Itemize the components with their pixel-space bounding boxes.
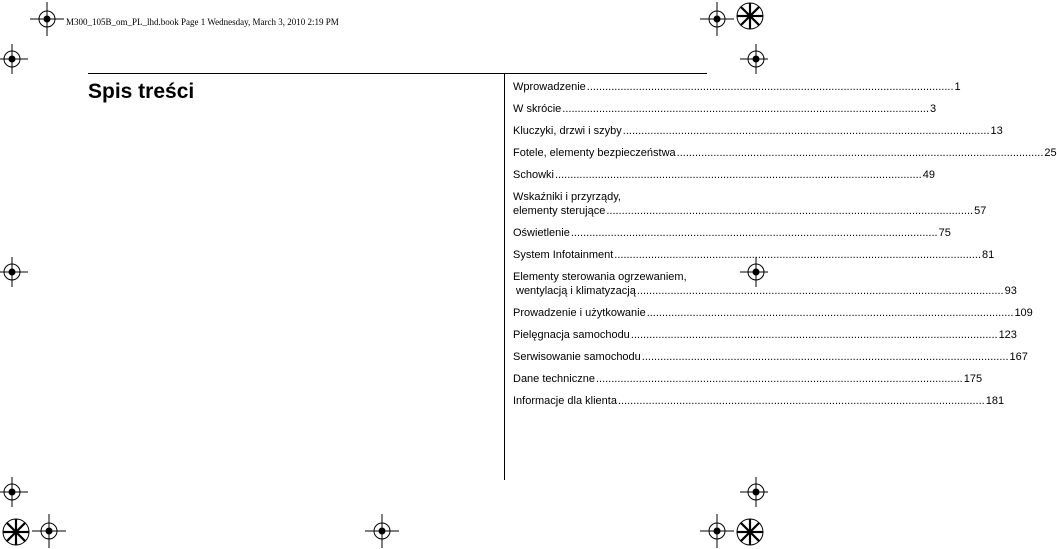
- toc-entry: [513, 190, 987, 218]
- toc-entry-title: Kluczyki, drzwi i szyby: [513, 125, 622, 137]
- registration-mark-icon: [30, 2, 64, 36]
- toc-entry-page: 75: [938, 227, 951, 239]
- toc-entry-title-line1: Elementy sterowania ogrzewaniem,: [513, 271, 687, 283]
- toc-entry-page: 25: [1044, 147, 1057, 159]
- toc-entry-page: 181: [985, 395, 1005, 407]
- toc-entry-title: wentylacją i klimatyzacją: [516, 285, 636, 297]
- toc-entry: [513, 146, 1057, 160]
- table-of-contents: [513, 80, 1057, 416]
- toc-leader: ........................................................................................................................: [562, 103, 930, 115]
- registration-mark-icon: [740, 257, 768, 287]
- page-title: Spis treści: [88, 80, 195, 103]
- toc-entry-title: Informacje dla klienta: [513, 395, 617, 407]
- registration-mark-icon: [700, 514, 734, 548]
- toc-leader: ........................................................................................................................: [676, 147, 1044, 159]
- toc-entry-title: System Infotainment: [513, 249, 614, 261]
- toc-leader: ........................................................................................................................: [554, 169, 922, 181]
- toc-entry-page: 49: [922, 169, 935, 181]
- toc-leader: ........................................................................................................................: [586, 81, 954, 93]
- toc-entry: [513, 350, 1028, 364]
- toc-entry: [513, 270, 1017, 298]
- calibration-wheel-icon: [2, 518, 30, 546]
- toc-leader: ........................................................................................................................: [646, 307, 1014, 319]
- toc-entry-title: Schowki: [513, 169, 554, 181]
- toc-leader: ........................................................................................................................: [606, 205, 974, 217]
- toc-entry-page: 93: [1004, 285, 1017, 297]
- registration-mark-icon: [740, 44, 768, 74]
- toc-entry: [513, 394, 1005, 408]
- toc-entry-title-line1: Wskaźniki i przyrządy,: [513, 191, 621, 203]
- toc-entry-title: Pielęgnacja samochodu: [513, 329, 630, 341]
- toc-entry: [513, 124, 1003, 138]
- toc-entry: [513, 80, 961, 94]
- toc-entry-title: elementy sterujące: [513, 205, 606, 217]
- toc-entry-title: Fotele, elementy bezpieczeństwa: [513, 147, 676, 159]
- toc-entry-title: Dane techniczne: [513, 373, 595, 385]
- toc-entry: [513, 306, 1033, 320]
- toc-entry-page: 175: [963, 373, 983, 385]
- toc-entry-title: Serwisowanie samochodu: [513, 351, 641, 363]
- registration-mark-icon: [365, 514, 399, 548]
- toc-leader: ........................................................................................................................: [617, 395, 985, 407]
- toc-entry: [513, 168, 935, 182]
- toc-entry: [513, 102, 937, 116]
- column-divider: [504, 73, 505, 480]
- toc-entry: [513, 328, 1017, 342]
- toc-entry-page: 1: [954, 81, 961, 93]
- registration-mark-icon: [700, 2, 734, 36]
- print-header: M300_105B_om_PL_lhd.book Page 1 Wednesday, March 3, 2010 2:19 PM: [66, 17, 339, 27]
- toc-leader: ........................................................................................................................: [622, 125, 990, 137]
- toc-leader: ........................................................................................................................: [614, 249, 982, 261]
- toc-entry-page: 167: [1009, 351, 1028, 363]
- toc-entry: [513, 372, 983, 386]
- calibration-wheel-icon: [736, 518, 764, 546]
- registration-mark-icon: [0, 44, 28, 74]
- toc-entry-page: 81: [982, 249, 995, 261]
- toc-entry-page: 123: [998, 329, 1017, 341]
- toc-leader: ........................................................................................................................: [570, 227, 938, 239]
- toc-entry-page: 13: [990, 125, 1003, 137]
- toc-entry-page: 3: [930, 103, 937, 115]
- toc-entry-title: Wprowadzenie: [513, 81, 586, 93]
- toc-entry-page: 57: [974, 205, 987, 217]
- top-rule: [88, 73, 707, 74]
- toc-leader: ........................................................................................................................: [630, 329, 998, 341]
- toc-entry-title: Prowadzenie i użytkowanie: [513, 307, 646, 319]
- registration-mark-icon: [0, 477, 28, 507]
- toc-entry-page: 109: [1014, 307, 1033, 319]
- registration-mark-icon: [32, 514, 66, 548]
- calibration-wheel-icon: [736, 2, 764, 30]
- toc-leader: ........................................................................................................................: [595, 373, 963, 385]
- registration-mark-icon: [740, 477, 768, 507]
- toc-entry: [513, 248, 995, 262]
- registration-mark-icon: [0, 257, 28, 287]
- toc-entry-title: Oświetlenie: [513, 227, 570, 239]
- toc-entry: [513, 226, 951, 240]
- toc-entry-title: W skrócie: [513, 103, 562, 115]
- toc-leader: ........................................................................................................................: [641, 351, 1009, 363]
- toc-leader: ........................................................................................................................: [636, 285, 1004, 297]
